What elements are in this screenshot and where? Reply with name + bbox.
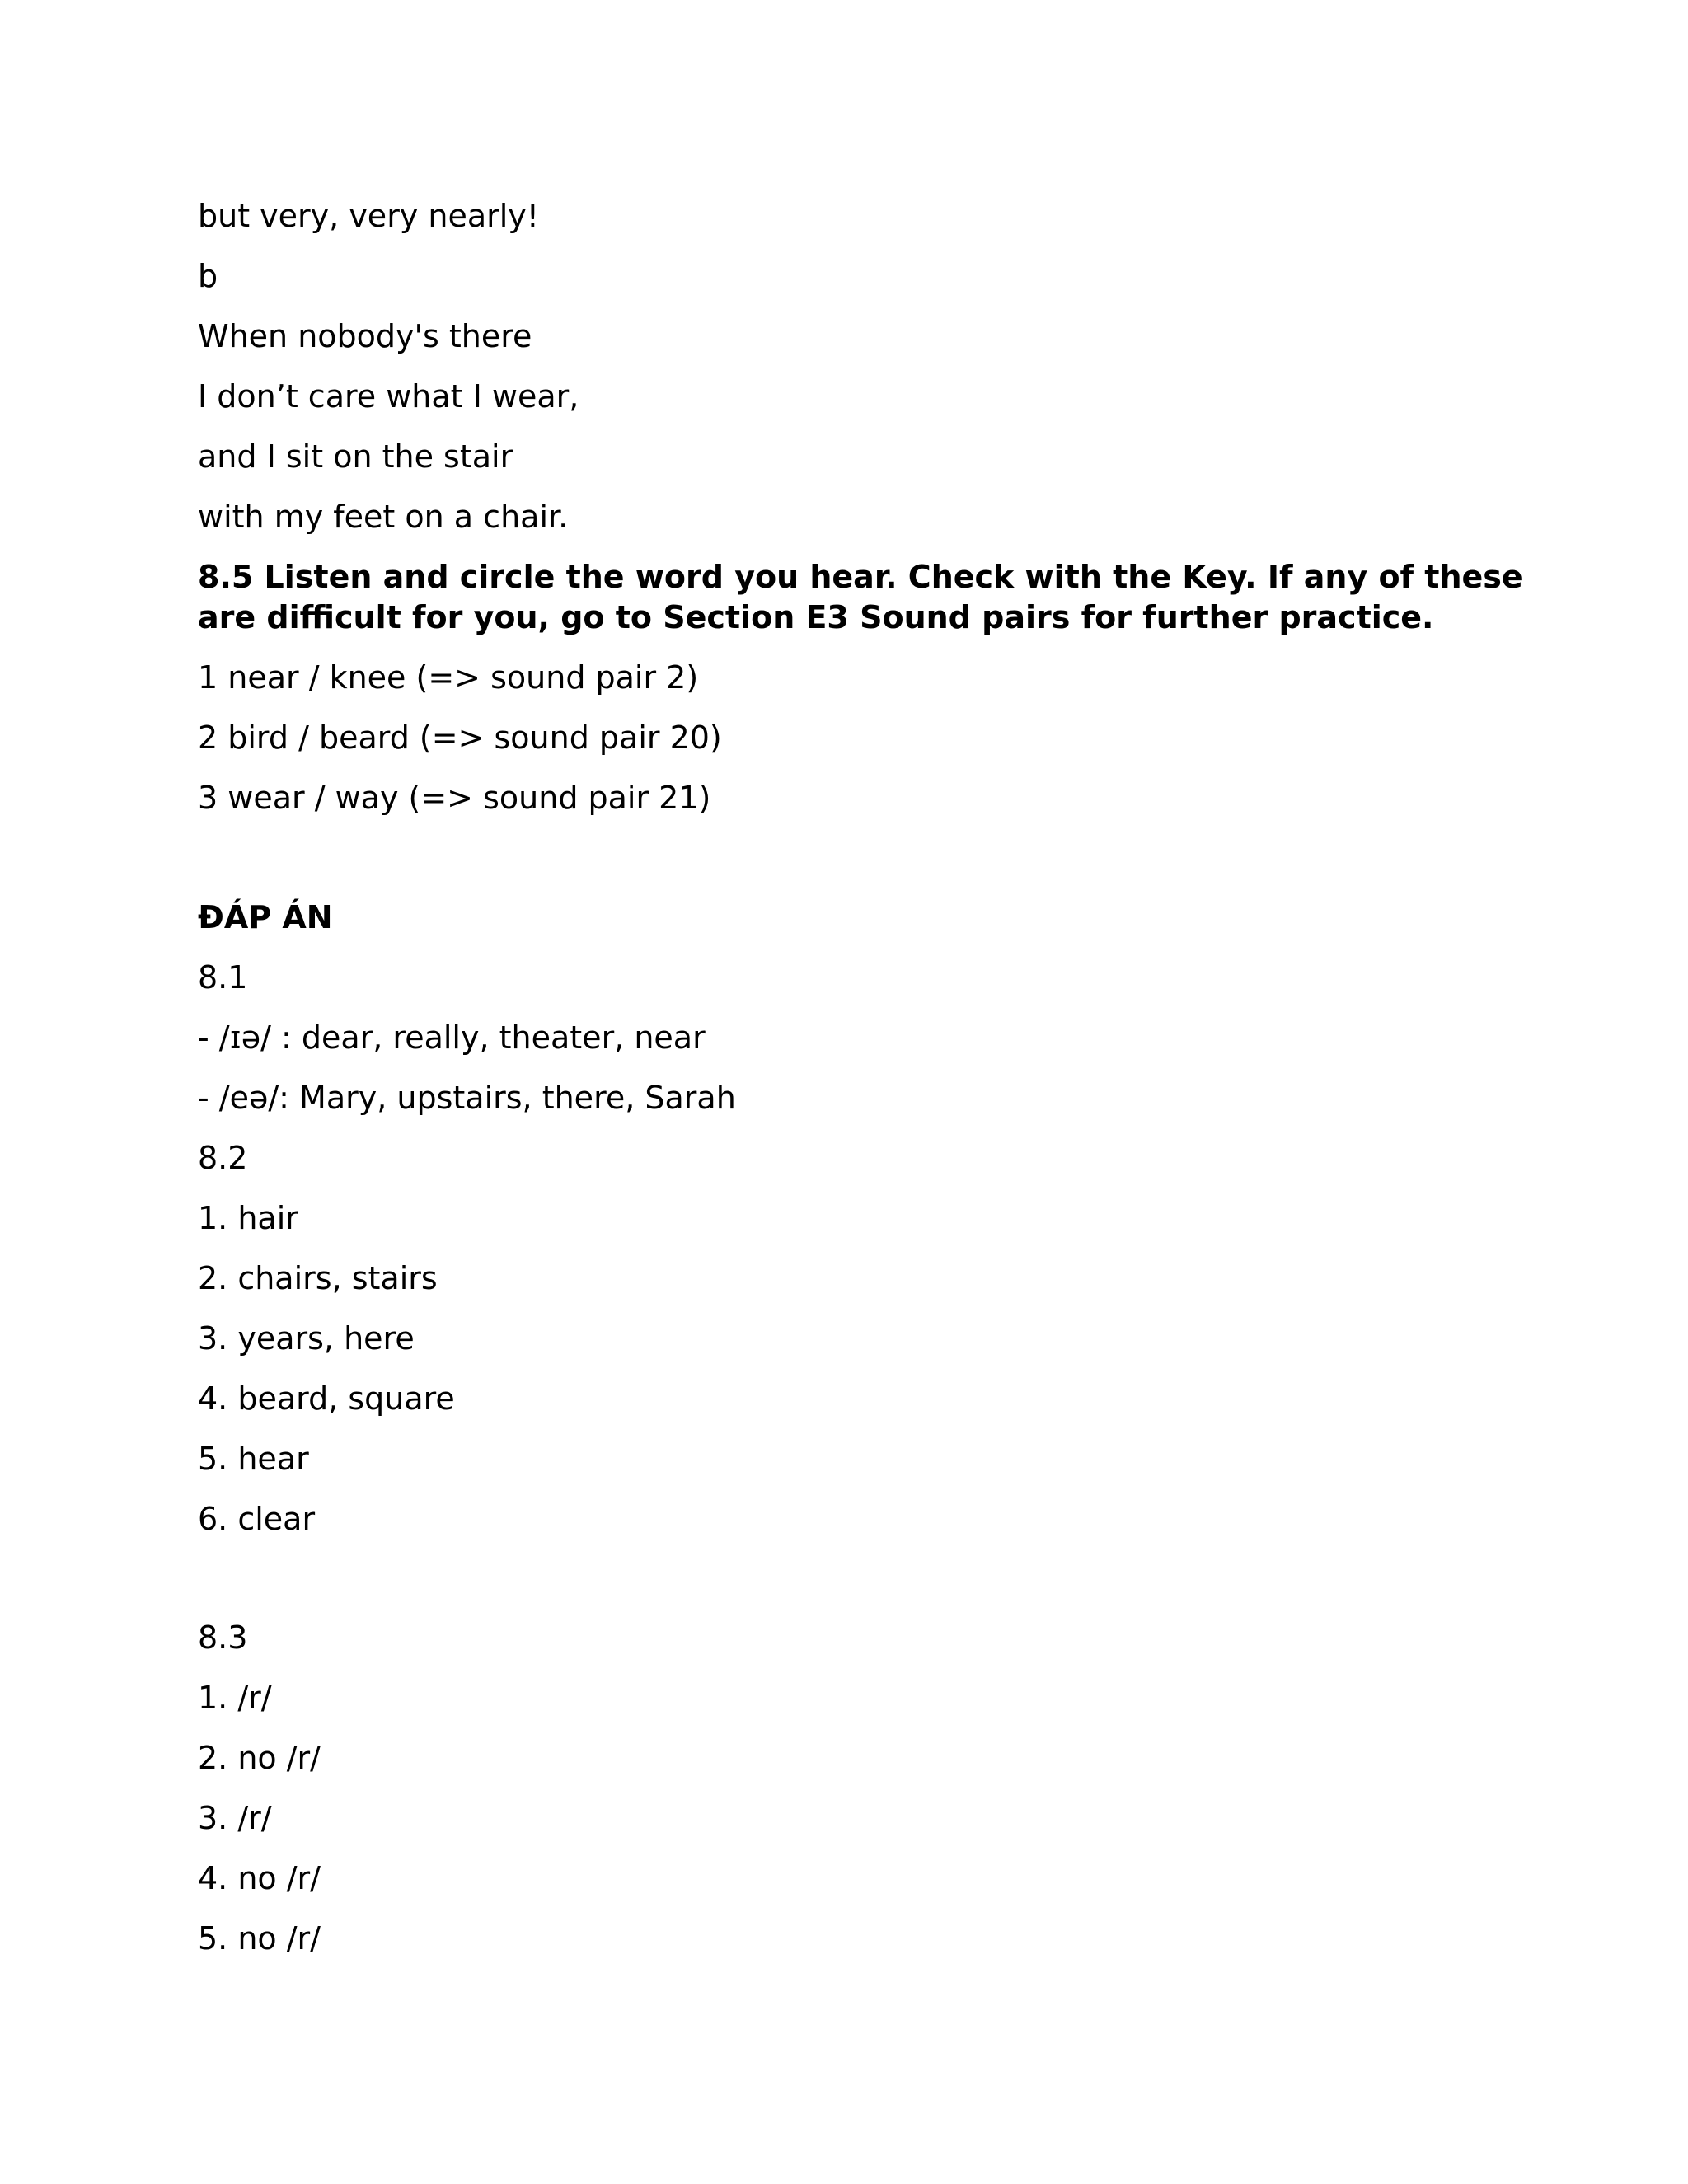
- answers-heading: ĐÁP ÁN: [198, 899, 333, 935]
- exercise-item: 3 wear / way (=> sound pair 21): [198, 780, 711, 816]
- answer-line: 6. clear: [198, 1501, 316, 1537]
- poem-line: When nobody's there: [198, 318, 532, 354]
- answer-line: 5. no /r/: [198, 1920, 321, 1957]
- answer-line: 2. chairs, stairs: [198, 1260, 438, 1296]
- section-label: 8.2: [198, 1140, 248, 1176]
- poem-part-label: b: [198, 258, 218, 294]
- poem-line: but very, very nearly!: [198, 198, 540, 234]
- answer-line: - /eə/: Mary, upstairs, there, Sarah: [198, 1080, 736, 1116]
- section-label: 8.3: [198, 1619, 248, 1656]
- instruction-line: 8.5 Listen and circle the word you hear. Check with the Key. If any of these: [198, 559, 1523, 595]
- answer-line: 2. no /r/: [198, 1740, 321, 1776]
- poem-line: I don’t care what I wear,: [198, 378, 579, 415]
- poem-line: with my feet on a chair.: [198, 499, 569, 535]
- exercise-item: 1 near / knee (=> sound pair 2): [198, 659, 699, 696]
- poem-line: and I sit on the stair: [198, 438, 513, 475]
- answer-line: 5. hear: [198, 1441, 309, 1477]
- section-label: 8.1: [198, 959, 248, 996]
- answer-line: 4. no /r/: [198, 1860, 321, 1896]
- answer-line: 1. /r/: [198, 1680, 272, 1716]
- exercise-instruction: [198, 557, 1523, 638]
- answer-line: 3. /r/: [198, 1800, 272, 1836]
- answer-line: 3. years, here: [198, 1320, 415, 1357]
- exercise-item: 2 bird / beard (=> sound pair 20): [198, 719, 722, 756]
- instruction-line: are difficult for you, go to Section E3 Sound pairs for further practice.: [198, 599, 1434, 635]
- answer-line: 1. hair: [198, 1200, 298, 1236]
- answer-line: 4. beard, square: [198, 1380, 455, 1417]
- answer-line: - /ɪə/ : dear, really, theater, near: [198, 1019, 706, 1056]
